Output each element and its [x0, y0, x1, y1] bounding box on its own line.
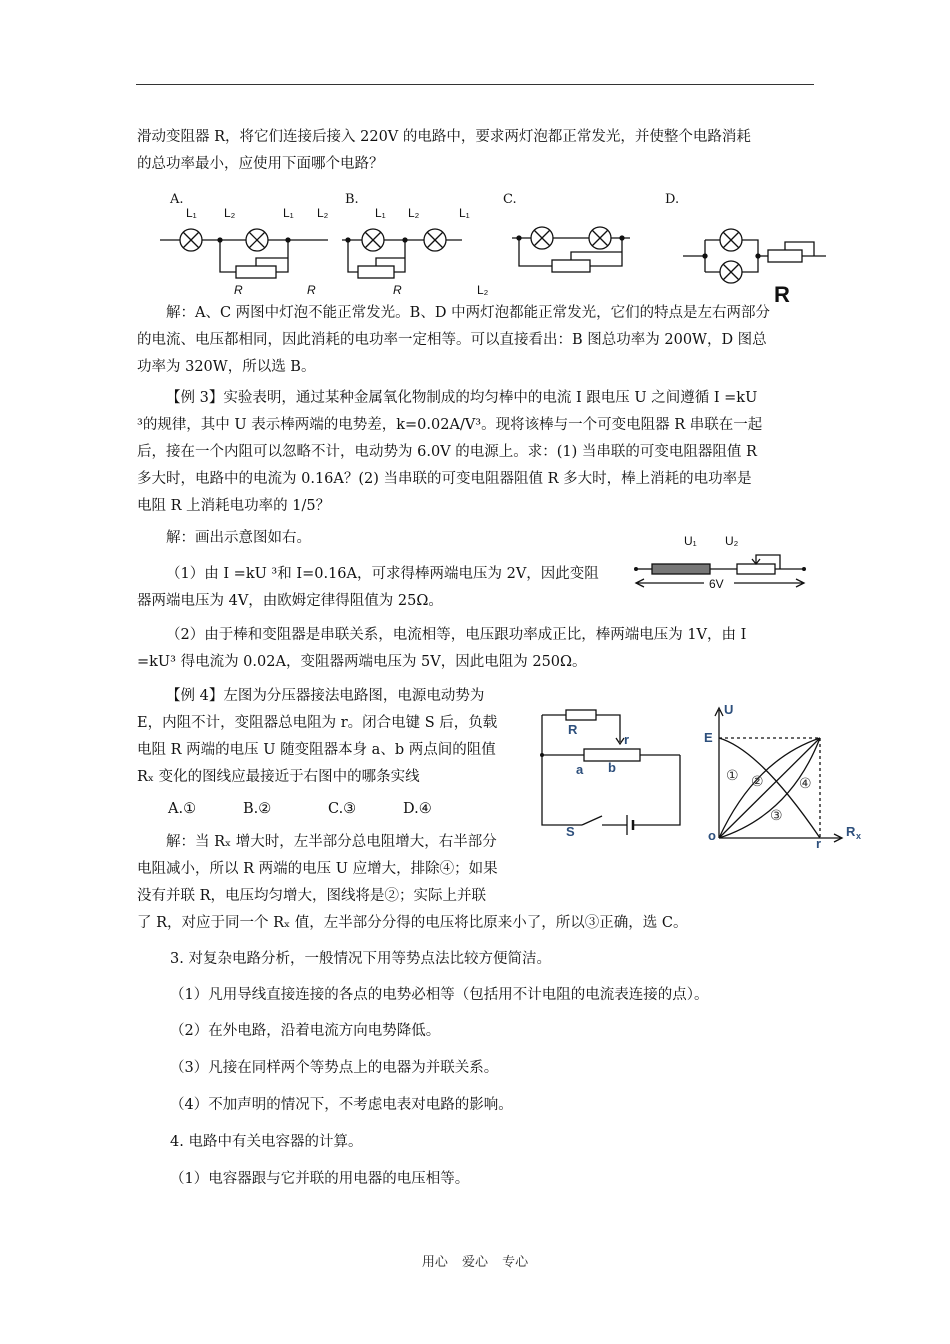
sec3-item-1: （1）凡用导线直接连接的各点的电势必相等（包括用不计电阻的电流表连接的点）。 [170, 987, 709, 1003]
ex4-line-1: 【例 4】左图为分压器接法电路图，电源电动势为 [166, 688, 485, 704]
circuit-a [160, 229, 328, 278]
sol4-line-3: 没有并联 R，电压均匀增大，图线将是②；实际上并联 [137, 888, 487, 904]
label-a-l2: L₂ [224, 206, 236, 220]
label-r-axis: r [816, 836, 822, 850]
label-s: S [566, 824, 575, 839]
ex4-line-2: E，内阻不计，变阻器总电阻为 r。闭合电键 S 后，负载 [137, 715, 498, 731]
ex3-line-3: 后，接在一个内阻可以忽略不计，电动势为 6.0V 的电源上。求：(1) 当串联的可变电阻器阻值 R [137, 444, 757, 460]
choice-d: D.④ [403, 801, 432, 817]
label-o: o [708, 828, 716, 843]
choice-b: B.② [243, 801, 272, 817]
label-d-r: R [774, 282, 790, 305]
label-curve-4: ④ [799, 775, 812, 791]
label-curve-2: ② [751, 773, 764, 789]
sol3-p1-line-1: （1）由 I =kU ³和 I=0.16A，可求得棒两端电压为 2V，因此变阻 [166, 566, 599, 582]
label-a-r: R [234, 283, 243, 297]
bar-resistor-figure [632, 525, 810, 600]
label-a: a [576, 762, 584, 777]
divider-circuit-figure [532, 700, 692, 850]
label-u2: U₂ [725, 534, 739, 548]
sol3-intro: 解：画出示意图如右。 [166, 530, 311, 546]
sec4-item-1: （1）电容器跟与它并联的用电器的电压相等。 [170, 1171, 470, 1187]
label-b-l2-left: L₂ [317, 206, 329, 220]
label-a-l1: L₁ [186, 206, 197, 220]
ex3-line-2: ³的规律，其中 U 表示棒两端的电势差，k=0.02A/V³。现将该棒与一个可变电阻器 R 串联在一起 [137, 417, 763, 433]
intro-line-1: 滑动变阻器 R，将它们连接后接入 220V 的电路中，要求两灯泡都正常发光，并使整个电路消耗 [137, 129, 751, 145]
label-b-l2: L₂ [408, 206, 420, 220]
circuit-b [342, 229, 462, 278]
circuit-c [512, 227, 630, 272]
sol4-line-4: 了 R，对应于同一个 Rₓ 值，左半部分分得的电压将比原来小了，所以③正确，选 C。 [137, 915, 688, 931]
circuit-d [683, 229, 826, 283]
label-b-l1-left: L₁ [283, 206, 294, 220]
sec3-item-4: （4）不加声明的情况下，不考虑电表对电路的影响。 [170, 1097, 513, 1113]
sol4-line-1: 解：当 Rₓ 增大时，左半部分总电阻增大，右半部分 [166, 834, 497, 850]
option-d-label: D. [665, 192, 680, 207]
ex4-line-4: Rₓ 变化的图线应最接近于右图中的哪条实线 [137, 769, 420, 785]
label-b-r2: R [393, 283, 402, 297]
sec3-title: 3. 对复杂电路分析，一般情况下用等势点法比较方便简洁。 [170, 951, 551, 967]
ex4-line-3: 电阻 R 两端的电压 U 随变阻器本身 a、b 两点间的阻值 [137, 742, 496, 758]
sol3-p2-line-1: （2）由于棒和变阻器是串联关系，电流相等，电压跟功率成正比，棒两端电压为 1V，由 I [166, 627, 747, 643]
sol1-line-3: 功率为 320W，所以选 B。 [137, 359, 316, 375]
option-b-label: B. [345, 192, 359, 207]
intro-line-2: 的总功率最小，应使用下面哪个电路？ [137, 156, 384, 172]
circuit-options-figure [150, 200, 830, 305]
label-curve-3: ③ [770, 807, 783, 823]
label-u1: U₁ [684, 534, 697, 548]
label-c-l2: L₂ [477, 283, 489, 297]
label-e: E [704, 730, 713, 745]
u-rx-graph [700, 700, 870, 850]
label-curve-1: ① [726, 767, 739, 783]
ex3-line-1: 【例 3】实验表明，通过某种金属氧化物制成的均匀棒中的电流 I 跟电压 U 之间遵循 I =kU [166, 390, 758, 406]
label-rx-sub: x [856, 831, 862, 841]
ex3-line-4: 多大时，电路中的电流为 0.16A？(2) 当串联的可变电阻器阻值 R 多大时，棒上消耗的电功率是 [137, 471, 752, 487]
label-c-l1: L₁ [459, 206, 470, 220]
label-rx: R [846, 824, 856, 839]
label-6v: 6V [709, 577, 724, 591]
sec3-item-2: （2）在外电路，沿着电流方向电势降低。 [170, 1023, 441, 1039]
label-b: b [608, 760, 616, 775]
sec3-item-3: （3）凡接在同样两个等势点上的电器为并联关系。 [170, 1060, 499, 1076]
sol1-line-1: 解：A、C 两图中灯泡不能正常发光。B、D 中两灯泡都能正常发光，它们的特点是左右两部分 [166, 305, 771, 321]
sol4-line-2: 电阻减小，所以 R 两端的电压 U 应增大，排除④；如果 [137, 861, 498, 877]
label-b-l1: L₁ [375, 206, 386, 220]
label-r-load: R [568, 722, 578, 737]
choice-c: C.③ [328, 801, 357, 817]
header-rule [136, 84, 814, 85]
option-a-label: A. [170, 192, 184, 207]
sol3-p2-line-2: =kU³ 得电流为 0.02A，变阻器两端电压为 5V，因此电阻为 250Ω。 [137, 654, 587, 670]
ex3-line-5: 电阻 R 上消耗电功率的 1/5？ [137, 498, 331, 514]
choice-a: A.① [168, 801, 197, 817]
label-b-r: R [307, 283, 316, 297]
label-r-total: r [624, 732, 630, 747]
option-c-label: C. [503, 192, 517, 207]
label-u-axis: U [724, 702, 734, 717]
page-footer: 用心 爱心 专心 [421, 1255, 529, 1270]
sol1-line-2: 的电流、电压都相同，因此消耗的电功率一定相等。可以直接看出：B 图总功率为 200W，D 图总 [137, 332, 767, 348]
sec4-title: 4. 电路中有关电容器的计算。 [170, 1134, 363, 1150]
sol3-p1-line-2: 器两端电压为 4V，由欧姆定律得阻值为 25Ω。 [137, 593, 443, 609]
